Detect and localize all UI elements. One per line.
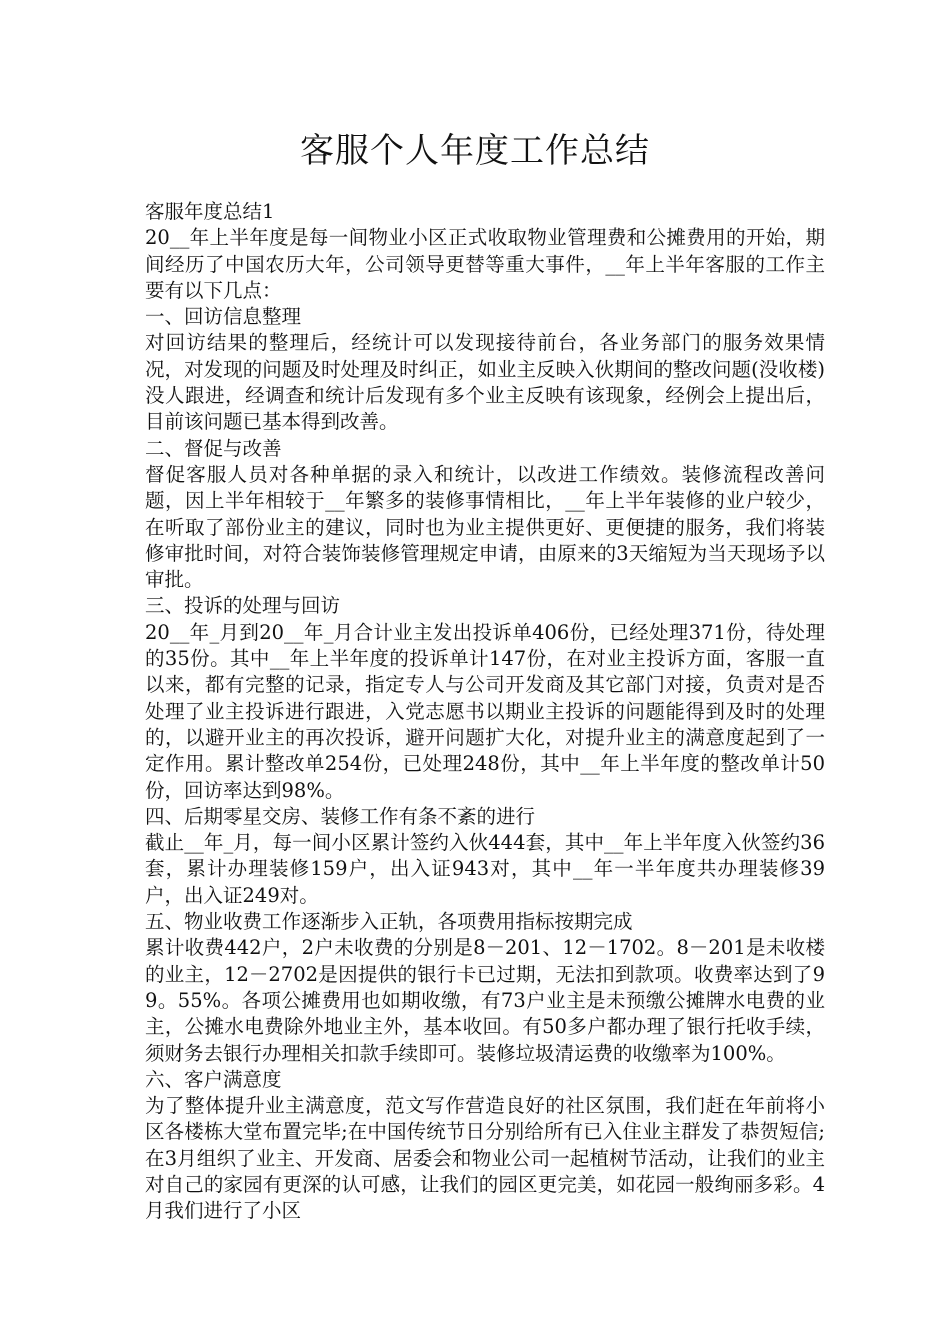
- section-body-2: 督促客服人员对各种单据的录入和统计，以改进工作绩效。装修流程改善问题，因上半年相较于__年繁多的装修事情相比，__年上半年装修的业户较少，在听取了部份业主的建议，同时也为业主提供更好、更便捷的服务，我们将装修审批时间，对符合装饰装修管理规定申请，由原来的3天缩短为当天现场予以审批。: [145, 462, 825, 592]
- section-body-4: 截止__年_月，每一间小区累计签约入伙444套，其中__年上半年度入伙签约36套，累计办理装修159户，出入证943对，其中__年一半年度共办理装修39户，出入证249对。: [145, 831, 825, 907]
- section-heading-4: 四、后期零星交房、装修工作有条不紊的进行: [145, 804, 536, 828]
- section-body-5: 累计收费442户，2户未收费的分别是8－201、12－1702。8－201是未收楼的业主，12－2702是因提供的银行卡已过期，无法扣到款项。收费率达到了99。55%。各项公摊费用也如期收缴，有73户业主是未预缴公摊牌水电费的业主，公摊水电费除外地业主外，基本收回。有50多户都办理了银行托收手续，须财务去银行办理相关扣款手续即可。装修垃圾清运费的收缴率为100%。: [145, 936, 825, 1065]
- section-heading-1: 一、回访信息整理: [145, 305, 302, 329]
- section-body-3: 20__年_月到20__年_月合计业主发出投诉单406份，已经处理371份，待处理的35份。其中__年上半年度的投诉单计147份，在对业主投诉方面，客服一直以来，都有完整的记录，指定专人与公司开发商及其它部门对接，负责对是否处理了业主投诉进行跟进，入党志愿书以期业主投诉的问题能得到及时的处理的，以避开业主的再次投诉，避开问题扩大化，对提升业主的满意度起到了一定作用。累计整改单254份，已处理248份，其中__年上半年度的整改单计50份，回访率达到98%。: [145, 620, 825, 802]
- section-heading-2: 二、督促与改善: [145, 436, 282, 460]
- section-heading-6: 六、客户满意度: [145, 1067, 282, 1091]
- section-heading-5: 五、物业收费工作逐渐步入正轨，各项费用指标按期完成: [145, 910, 633, 934]
- section-body-6: 为了整体提升业主满意度，范文写作营造良好的社区氛围，我们赶在年前将小区各楼栋大堂布置完毕;在中国传统节日分别给所有已入住业主群发了恭贺短信;在3月组织了业主、开发商、居委会和物业公司一起植树节活动，让我们的业主对自己的家园有更深的认可感，让我们的园区更完美，如花园一般绚丽多彩。4月我们进行了小区: [145, 1094, 825, 1223]
- section-heading-3: 三、投诉的处理与回访: [145, 594, 341, 618]
- paragraph-subtitle: 客服年度总结1: [145, 200, 275, 223]
- document-title: 客服个人年度工作总结: [300, 131, 650, 171]
- paragraph-intro: 20__年上半年度是每一间物业小区正式收取物业管理费和公摊费用的开始，期间经历了中国农历大年，公司领导更替等重大事件，__年上半年客服的工作主要有以下几点：: [145, 226, 825, 302]
- document-body: [145, 199, 825, 1225]
- section-body-1: 对回访结果的整理后，经统计可以发现接待前台，各业务部门的服务效果情况，对发现的问题及时处理及时纠正，如业主反映入伙期间的整改问题(没收楼)没人跟进，经调查和统计后发现有多个业主反映有该现象，经例会上提出后，目前该问题已基本得到改善。: [145, 331, 825, 434]
